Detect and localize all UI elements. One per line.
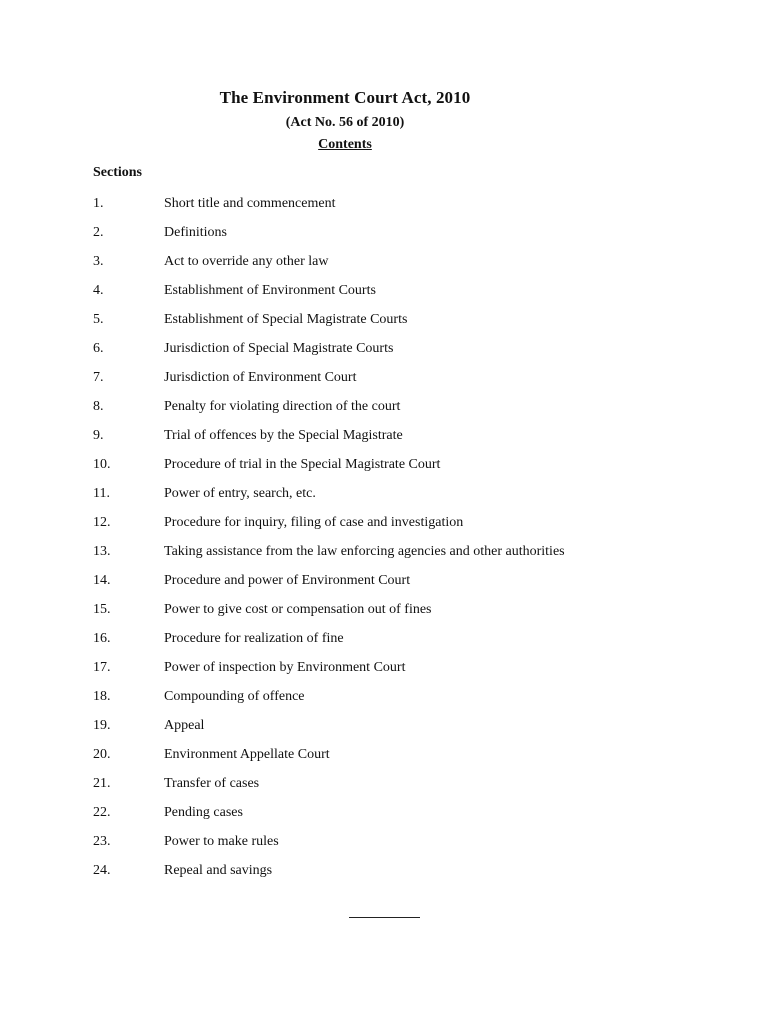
section-title: Jurisdiction of Special Magistrate Courts: [164, 341, 394, 356]
section-item: [93, 630, 593, 648]
section-title: Establishment of Environment Courts: [164, 283, 376, 298]
section-title: Pending cases: [164, 805, 243, 820]
section-item: [93, 224, 593, 242]
sections-heading: Sections: [93, 165, 142, 180]
section-item: [93, 572, 593, 590]
section-number: 12.: [93, 515, 111, 530]
section-title: Power to make rules: [164, 834, 279, 849]
section-number: 18.: [93, 689, 111, 704]
section-title: Act to override any other law: [164, 254, 329, 269]
section-title: Trial of offences by the Special Magistrate: [164, 428, 403, 443]
section-item: [93, 340, 593, 358]
section-item: [93, 804, 593, 822]
section-number: 13.: [93, 544, 111, 559]
section-number: 19.: [93, 718, 111, 733]
section-item: [93, 659, 593, 677]
section-item: [93, 282, 593, 300]
section-item: [93, 253, 593, 271]
section-title: Power of inspection by Environment Court: [164, 660, 406, 675]
section-item: [93, 746, 593, 764]
section-number: 3.: [93, 254, 104, 269]
section-item: [93, 601, 593, 619]
section-title: Procedure for realization of fine: [164, 631, 344, 646]
section-number: 22.: [93, 805, 111, 820]
section-title: Establishment of Special Magistrate Courts: [164, 312, 408, 327]
section-title: Procedure and power of Environment Court: [164, 573, 411, 588]
section-item: [93, 369, 593, 387]
section-item: [93, 775, 593, 793]
section-number: 14.: [93, 573, 111, 588]
section-item: [93, 398, 593, 416]
section-number: 24.: [93, 863, 111, 878]
section-title: Appeal: [164, 718, 205, 733]
section-item: [93, 195, 593, 213]
section-title: Environment Appellate Court: [164, 747, 330, 762]
document-title: The Environment Court Act, 2010: [219, 88, 471, 107]
section-title: Short title and commencement: [164, 196, 336, 211]
section-number: 2.: [93, 225, 104, 240]
end-rule-divider: [349, 917, 420, 918]
section-item: [93, 543, 593, 561]
section-number: 6.: [93, 341, 104, 356]
section-item: [93, 833, 593, 851]
section-number: 11.: [93, 486, 110, 501]
act-number: (Act No. 56 of 2010): [285, 115, 405, 130]
section-title: Power to give cost or compensation out of fines: [164, 602, 432, 617]
section-number: 9.: [93, 428, 104, 443]
section-number: 17.: [93, 660, 111, 675]
section-number: 4.: [93, 283, 104, 298]
section-item: [93, 862, 593, 880]
section-list: [93, 195, 593, 891]
section-number: 16.: [93, 631, 111, 646]
section-item: [93, 717, 593, 735]
section-title: Power of entry, search, etc.: [164, 486, 316, 501]
section-item: [93, 427, 593, 445]
section-title: Compounding of offence: [164, 689, 305, 704]
section-title: Procedure for inquiry, filing of case and investigation: [164, 515, 464, 530]
section-number: 7.: [93, 370, 104, 385]
section-title: Transfer of cases: [164, 776, 260, 791]
section-item: [93, 688, 593, 706]
contents-heading: Contents: [318, 137, 372, 152]
section-title: Repeal and savings: [164, 863, 273, 878]
section-number: 20.: [93, 747, 111, 762]
section-title: Procedure of trial in the Special Magistrate Court: [164, 457, 441, 472]
section-title: Taking assistance from the law enforcing agencies and other authorities: [164, 544, 565, 559]
section-item: [93, 485, 593, 503]
section-item: [93, 514, 593, 532]
section-number: 15.: [93, 602, 111, 617]
section-title: Definitions: [164, 225, 227, 240]
section-item: [93, 456, 593, 474]
section-number: 21.: [93, 776, 111, 791]
section-title: Penalty for violating direction of the court: [164, 399, 401, 414]
section-number: 5.: [93, 312, 104, 327]
section-number: 8.: [93, 399, 104, 414]
section-number: 10.: [93, 457, 111, 472]
section-number: 23.: [93, 834, 111, 849]
section-title: Jurisdiction of Environment Court: [164, 370, 357, 385]
section-item: [93, 311, 593, 329]
section-number: 1.: [93, 196, 104, 211]
